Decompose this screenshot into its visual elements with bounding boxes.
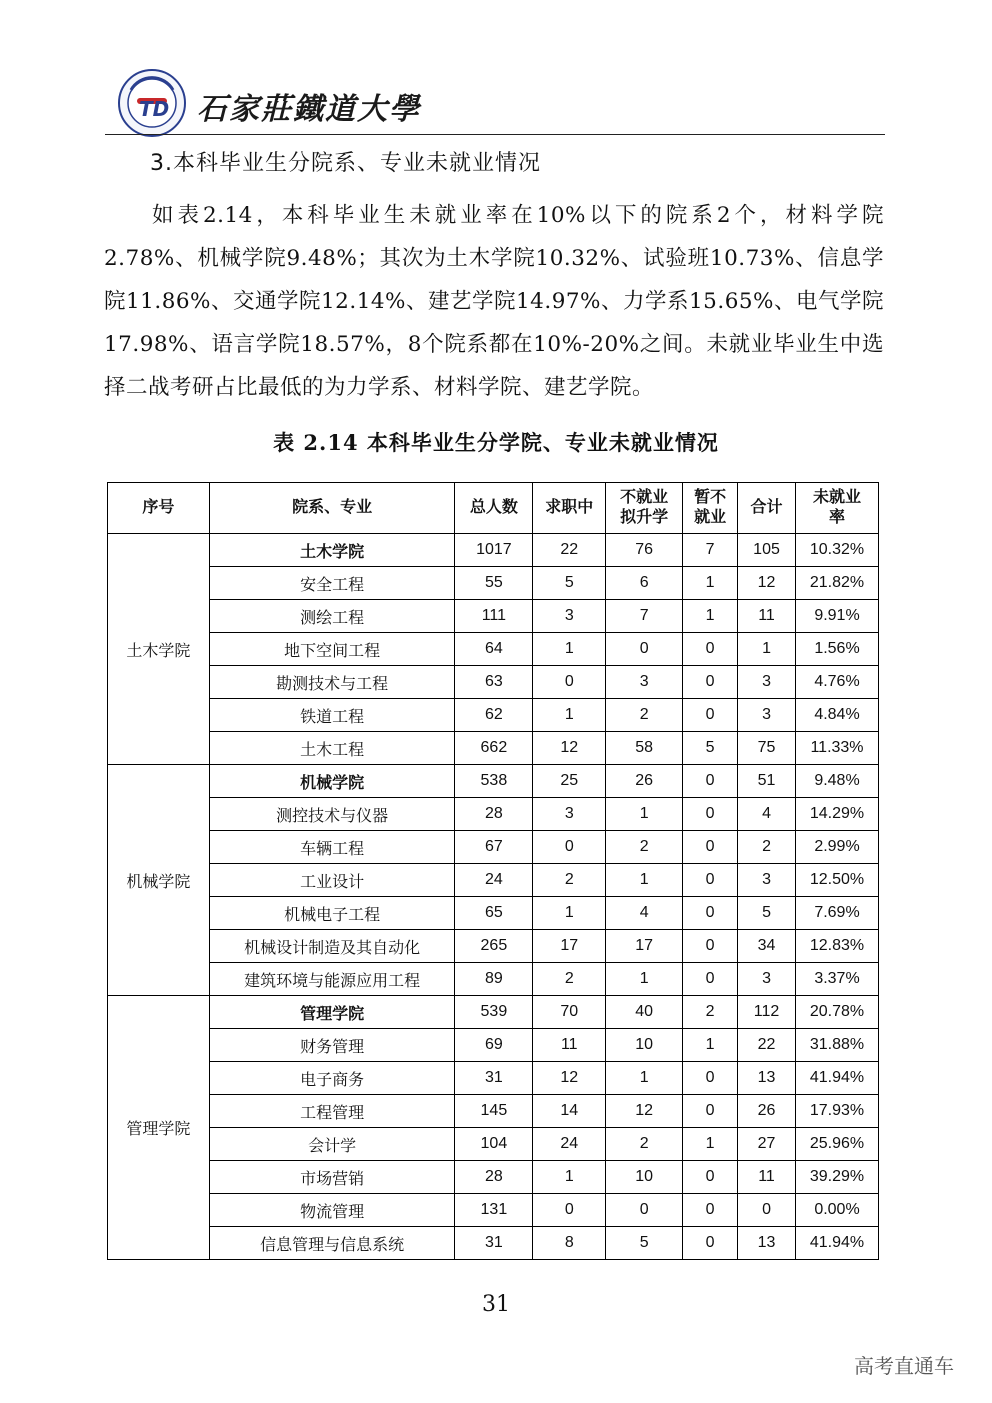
table-row bbox=[108, 864, 879, 897]
further-study-count: 40 bbox=[606, 996, 683, 1029]
total-count: 104 bbox=[455, 1128, 533, 1161]
table-row bbox=[108, 1029, 879, 1062]
major-name: 测控技术与仪器 bbox=[209, 798, 455, 831]
total-count: 28 bbox=[455, 1161, 533, 1194]
sum-count: 1 bbox=[738, 633, 796, 666]
not-employed-yet-count: 0 bbox=[683, 963, 738, 996]
table-row bbox=[108, 831, 879, 864]
major-name: 建筑环境与能源应用工程 bbox=[209, 963, 455, 996]
total-count: 539 bbox=[455, 996, 533, 1029]
sum-count: 0 bbox=[738, 1194, 796, 1227]
seeking-count: 12 bbox=[533, 732, 606, 765]
unemployment-rate: 39.29% bbox=[796, 1161, 879, 1194]
header-further-study: 不就业拟升学 bbox=[606, 483, 683, 534]
further-study-count: 2 bbox=[606, 1128, 683, 1161]
table-row bbox=[108, 666, 879, 699]
sum-count: 2 bbox=[738, 831, 796, 864]
unemployment-rate: 12.83% bbox=[796, 930, 879, 963]
unemployment-rate: 0.00% bbox=[796, 1194, 879, 1227]
seeking-count: 1 bbox=[533, 897, 606, 930]
sum-count: 11 bbox=[738, 600, 796, 633]
seeking-count: 1 bbox=[533, 699, 606, 732]
sum-count: 3 bbox=[738, 666, 796, 699]
table-caption: 表 2.14 本科毕业生分学院、专业未就业情况 bbox=[273, 430, 719, 455]
unemployment-rate: 9.48% bbox=[796, 765, 879, 798]
further-study-count: 10 bbox=[606, 1161, 683, 1194]
total-count: 89 bbox=[455, 963, 533, 996]
unemployment-rate: 7.69% bbox=[796, 897, 879, 930]
table-row bbox=[108, 765, 879, 798]
not-employed-yet-count: 2 bbox=[683, 996, 738, 1029]
total-count: 662 bbox=[455, 732, 533, 765]
seeking-count: 3 bbox=[533, 600, 606, 633]
sum-count: 3 bbox=[738, 699, 796, 732]
seeking-count: 0 bbox=[533, 831, 606, 864]
university-name: 石家莊鐵道大學 bbox=[197, 92, 421, 127]
sum-count: 4 bbox=[738, 798, 796, 831]
seeking-count: 3 bbox=[533, 798, 606, 831]
sum-count: 3 bbox=[738, 963, 796, 996]
table-row bbox=[108, 1227, 879, 1260]
further-study-count: 7 bbox=[606, 600, 683, 633]
not-employed-yet-count: 0 bbox=[683, 864, 738, 897]
unemployment-rate: 11.33% bbox=[796, 732, 879, 765]
major-name: 财务管理 bbox=[209, 1029, 455, 1062]
table-row bbox=[108, 600, 879, 633]
sum-count: 112 bbox=[738, 996, 796, 1029]
not-employed-yet-count: 0 bbox=[683, 1062, 738, 1095]
major-name: 信息管理与信息系统 bbox=[209, 1227, 455, 1260]
not-employed-yet-count: 0 bbox=[683, 897, 738, 930]
table-row bbox=[108, 699, 879, 732]
major-name: 机械设计制造及其自动化 bbox=[209, 930, 455, 963]
sum-count: 75 bbox=[738, 732, 796, 765]
further-study-count: 1 bbox=[606, 1062, 683, 1095]
major-name: 工业设计 bbox=[209, 864, 455, 897]
sum-count: 27 bbox=[738, 1128, 796, 1161]
watermark-text: 高考直通车 bbox=[854, 1354, 954, 1378]
unemployment-rate: 4.84% bbox=[796, 699, 879, 732]
total-count: 1017 bbox=[455, 534, 533, 567]
table-row bbox=[108, 1062, 879, 1095]
total-count: 65 bbox=[455, 897, 533, 930]
seeking-count: 11 bbox=[533, 1029, 606, 1062]
header-sum: 合计 bbox=[738, 483, 796, 534]
sum-count: 3 bbox=[738, 864, 796, 897]
table-row bbox=[108, 534, 879, 567]
header-seeking: 求职中 bbox=[533, 483, 606, 534]
sum-count: 13 bbox=[738, 1062, 796, 1095]
table-header-row bbox=[108, 483, 879, 534]
unemployment-rate: 20.78% bbox=[796, 996, 879, 1029]
body-paragraph: 如表2.14，本科毕业生未就业率在10%以下的院系2个，材料学院2.78%、机械学院9.48%；其次为土木学院10.32%、试验班10.73%、信息学院11.86%、交通学院12.14%、建艺学院14.97%、力学系15.65%、电气学院17.98%、语言学院18.57%，8个院系都在10%-20%之间。未就业毕业生中选择二战考研占比最低的为力学系、材料学院、建艺学院。 bbox=[104, 203, 884, 400]
total-count: 31 bbox=[455, 1062, 533, 1095]
major-name: 车辆工程 bbox=[209, 831, 455, 864]
total-count: 145 bbox=[455, 1095, 533, 1128]
table-body bbox=[108, 534, 879, 1260]
not-employed-yet-count: 0 bbox=[683, 1161, 738, 1194]
table-row bbox=[108, 633, 879, 666]
seeking-count: 1 bbox=[533, 1161, 606, 1194]
not-employed-yet-count: 0 bbox=[683, 765, 738, 798]
not-employed-yet-count: 0 bbox=[683, 930, 738, 963]
unemployment-rate: 9.91% bbox=[796, 600, 879, 633]
not-employed-yet-count: 0 bbox=[683, 1227, 738, 1260]
not-employed-yet-count: 0 bbox=[683, 1095, 738, 1128]
header-divider bbox=[105, 134, 885, 135]
total-count: 63 bbox=[455, 666, 533, 699]
unemployment-rate: 14.29% bbox=[796, 798, 879, 831]
seeking-count: 2 bbox=[533, 963, 606, 996]
major-name: 管理学院 bbox=[209, 996, 455, 1029]
seeking-count: 1 bbox=[533, 633, 606, 666]
total-count: 69 bbox=[455, 1029, 533, 1062]
total-count: 24 bbox=[455, 864, 533, 897]
total-count: 64 bbox=[455, 633, 533, 666]
major-name: 物流管理 bbox=[209, 1194, 455, 1227]
table-row bbox=[108, 963, 879, 996]
page-number: 31 bbox=[482, 1292, 510, 1317]
header-rate: 未就业率 bbox=[796, 483, 879, 534]
not-employed-yet-count: 0 bbox=[683, 633, 738, 666]
unemployment-rate: 12.50% bbox=[796, 864, 879, 897]
sum-count: 105 bbox=[738, 534, 796, 567]
unemployment-rate: 25.96% bbox=[796, 1128, 879, 1161]
further-study-count: 0 bbox=[606, 633, 683, 666]
not-employed-yet-count: 0 bbox=[683, 699, 738, 732]
header-index: 序号 bbox=[108, 483, 210, 534]
sum-count: 26 bbox=[738, 1095, 796, 1128]
table-row bbox=[108, 1095, 879, 1128]
not-employed-yet-count: 1 bbox=[683, 1128, 738, 1161]
unemployment-rate: 17.93% bbox=[796, 1095, 879, 1128]
not-employed-yet-count: 1 bbox=[683, 600, 738, 633]
unemployment-rate: 41.94% bbox=[796, 1062, 879, 1095]
college-cell: 管理学院 bbox=[108, 996, 210, 1260]
further-study-count: 17 bbox=[606, 930, 683, 963]
svg-text:TD: TD bbox=[139, 97, 170, 121]
seeking-count: 22 bbox=[533, 534, 606, 567]
seeking-count: 2 bbox=[533, 864, 606, 897]
table-row bbox=[108, 1161, 879, 1194]
not-employed-yet-count: 0 bbox=[683, 1194, 738, 1227]
unemployment-rate: 21.82% bbox=[796, 567, 879, 600]
further-study-count: 1 bbox=[606, 864, 683, 897]
header-not-employed-yet: 暂不就业 bbox=[683, 483, 738, 534]
college-cell: 机械学院 bbox=[108, 765, 210, 996]
major-name: 电子商务 bbox=[209, 1062, 455, 1095]
college-cell: 土木学院 bbox=[108, 534, 210, 765]
sum-count: 51 bbox=[738, 765, 796, 798]
seeking-count: 17 bbox=[533, 930, 606, 963]
sum-count: 11 bbox=[738, 1161, 796, 1194]
total-count: 67 bbox=[455, 831, 533, 864]
further-study-count: 1 bbox=[606, 963, 683, 996]
total-count: 111 bbox=[455, 600, 533, 633]
major-name: 机械学院 bbox=[209, 765, 455, 798]
seeking-count: 5 bbox=[533, 567, 606, 600]
further-study-count: 6 bbox=[606, 567, 683, 600]
unemployment-rate: 1.56% bbox=[796, 633, 879, 666]
not-employed-yet-count: 7 bbox=[683, 534, 738, 567]
total-count: 62 bbox=[455, 699, 533, 732]
major-name: 测绘工程 bbox=[209, 600, 455, 633]
major-name: 勘测技术与工程 bbox=[209, 666, 455, 699]
table-row bbox=[108, 1194, 879, 1227]
further-study-count: 2 bbox=[606, 699, 683, 732]
sum-count: 22 bbox=[738, 1029, 796, 1062]
further-study-count: 5 bbox=[606, 1227, 683, 1260]
not-employed-yet-count: 1 bbox=[683, 567, 738, 600]
table-row bbox=[108, 732, 879, 765]
total-count: 31 bbox=[455, 1227, 533, 1260]
major-name: 会计学 bbox=[209, 1128, 455, 1161]
sum-count: 12 bbox=[738, 567, 796, 600]
seeking-count: 14 bbox=[533, 1095, 606, 1128]
seeking-count: 8 bbox=[533, 1227, 606, 1260]
not-employed-yet-count: 1 bbox=[683, 1029, 738, 1062]
not-employed-yet-count: 0 bbox=[683, 798, 738, 831]
total-count: 265 bbox=[455, 930, 533, 963]
table-row bbox=[108, 996, 879, 1029]
further-study-count: 4 bbox=[606, 897, 683, 930]
major-name: 地下空间工程 bbox=[209, 633, 455, 666]
major-name: 土木工程 bbox=[209, 732, 455, 765]
seeking-count: 12 bbox=[533, 1062, 606, 1095]
seeking-count: 0 bbox=[533, 1194, 606, 1227]
total-count: 538 bbox=[455, 765, 533, 798]
seeking-count: 0 bbox=[533, 666, 606, 699]
further-study-count: 10 bbox=[606, 1029, 683, 1062]
unemployment-rate: 31.88% bbox=[796, 1029, 879, 1062]
further-study-count: 1 bbox=[606, 798, 683, 831]
sum-count: 5 bbox=[738, 897, 796, 930]
table-row bbox=[108, 930, 879, 963]
table-row bbox=[108, 798, 879, 831]
table-row bbox=[108, 897, 879, 930]
unemployment-rate: 2.99% bbox=[796, 831, 879, 864]
unemployment-rate: 4.76% bbox=[796, 666, 879, 699]
header-major: 院系、专业 bbox=[209, 483, 455, 534]
major-name: 工程管理 bbox=[209, 1095, 455, 1128]
unemployment-rate: 10.32% bbox=[796, 534, 879, 567]
further-study-count: 3 bbox=[606, 666, 683, 699]
sum-count: 34 bbox=[738, 930, 796, 963]
page-header bbox=[105, 68, 885, 136]
further-study-count: 12 bbox=[606, 1095, 683, 1128]
seeking-count: 24 bbox=[533, 1128, 606, 1161]
seeking-count: 70 bbox=[533, 996, 606, 1029]
not-employed-yet-count: 0 bbox=[683, 666, 738, 699]
section-heading: 3.本科毕业生分院系、专业未就业情况 bbox=[150, 151, 541, 176]
sum-count: 13 bbox=[738, 1227, 796, 1260]
further-study-count: 58 bbox=[606, 732, 683, 765]
major-name: 土木学院 bbox=[209, 534, 455, 567]
total-count: 131 bbox=[455, 1194, 533, 1227]
total-count: 55 bbox=[455, 567, 533, 600]
major-name: 铁道工程 bbox=[209, 699, 455, 732]
further-study-count: 2 bbox=[606, 831, 683, 864]
table-row bbox=[108, 567, 879, 600]
not-employed-yet-count: 5 bbox=[683, 732, 738, 765]
total-count: 28 bbox=[455, 798, 533, 831]
unemployment-table bbox=[107, 482, 879, 1260]
university-logo-seal bbox=[117, 68, 187, 138]
further-study-count: 0 bbox=[606, 1194, 683, 1227]
further-study-count: 26 bbox=[606, 765, 683, 798]
header-total: 总人数 bbox=[455, 483, 533, 534]
unemployment-rate: 41.94% bbox=[796, 1227, 879, 1260]
major-name: 安全工程 bbox=[209, 567, 455, 600]
unemployment-rate: 3.37% bbox=[796, 963, 879, 996]
further-study-count: 76 bbox=[606, 534, 683, 567]
table-row bbox=[108, 1128, 879, 1161]
major-name: 市场营销 bbox=[209, 1161, 455, 1194]
not-employed-yet-count: 0 bbox=[683, 831, 738, 864]
major-name: 机械电子工程 bbox=[209, 897, 455, 930]
seeking-count: 25 bbox=[533, 765, 606, 798]
